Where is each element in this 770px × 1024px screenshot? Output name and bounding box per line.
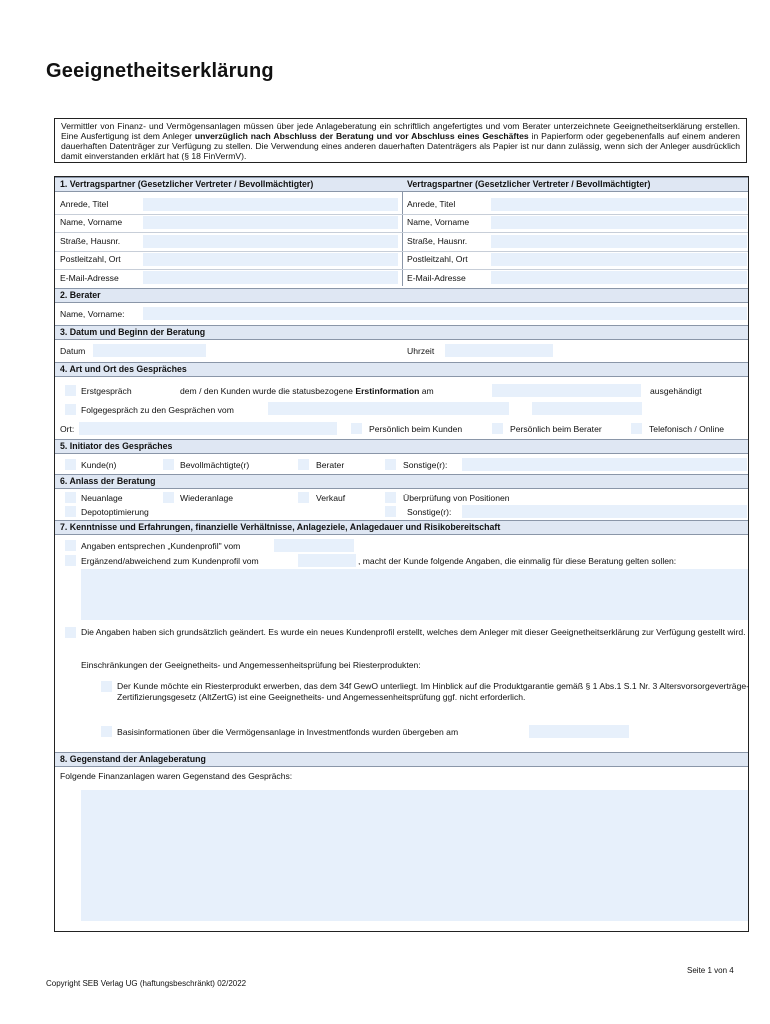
first-info-text-bold: Erstinformation — [355, 386, 420, 396]
page-number: Seite 1 von 4 — [687, 966, 734, 975]
initiator-advisor-checkbox[interactable] — [298, 459, 309, 470]
at-advisor-checkbox[interactable] — [492, 423, 503, 434]
date-field[interactable] — [93, 344, 206, 357]
reason-new-checkbox[interactable] — [65, 492, 76, 503]
deviating-details-textarea[interactable] — [81, 569, 748, 620]
reason-reinvest-checkbox[interactable] — [163, 492, 174, 503]
reason-sale-label: Verkauf — [316, 493, 346, 503]
initiator-other-checkbox[interactable] — [385, 459, 396, 470]
section-2-header — [55, 288, 748, 303]
advisor-name-field[interactable] — [143, 307, 747, 320]
riester-checkbox[interactable] — [101, 681, 112, 692]
first-info-text-a: dem / den Kunden wurde die statusbezogene — [180, 386, 356, 396]
left-name-label: Name, Vorname — [60, 217, 123, 227]
profile-matches-label: Angaben entsprechen „Kundenprofil" vom — [81, 541, 241, 551]
reason-other-checkbox[interactable] — [385, 506, 396, 517]
section-6-header — [55, 474, 748, 489]
row-divider — [55, 214, 748, 215]
row-divider — [55, 269, 748, 270]
row-divider — [55, 251, 748, 252]
initiator-other-field[interactable] — [462, 458, 747, 471]
section-8-title: 8. Gegenstand der Anlageberatung — [60, 754, 206, 764]
restrictions-label: Einschränkungen der Geeignetheits- und Angemessenheitsprüfung bei Riesterprodukten: — [81, 660, 421, 670]
section-1-header — [55, 177, 748, 192]
riester-text: Der Kunde möchte ein Riesterprodukt erwerben, das dem 34f GewO unterliegt. Im Hinblick auf die Produktgarantie gemäß § 1 Abs.1 S.1 Nr. 3 Altersvorsorgeverträge-Zertifizierungsgesetz (AltZertG) ist eine Geeignetheits- und Angemessenheitsprüfung ggf. nicht erforderlich. — [117, 681, 749, 702]
reason-review-label: Überprüfung von Positionen — [403, 493, 510, 503]
section-8-text: Folgende Finanzanlagen waren Gegenstand des Gesprächs: — [60, 771, 293, 781]
intro-text-bold: unverzüglich nach Abschluss der Beratung und vor Abschluss eines Geschäftes — [194, 131, 529, 141]
left-email-field[interactable] — [143, 271, 398, 284]
phone-online-label: Telefonisch / Online — [649, 424, 724, 434]
handed-over-label: ausgehändigt — [650, 386, 702, 396]
intro-box — [54, 118, 747, 163]
date-label: Datum — [60, 346, 86, 356]
time-field[interactable] — [445, 344, 553, 357]
followup-date-field-1[interactable] — [268, 402, 509, 415]
investment-subject-textarea[interactable] — [81, 790, 748, 921]
right-email-field[interactable] — [491, 271, 747, 284]
right-postal-label: Postleitzahl, Ort — [407, 254, 468, 264]
followup-date-field-2[interactable] — [532, 402, 642, 415]
intro-text-2: in Papierform oder gegebenenfalls auf einem anderen dauerhaften Datenträger zur Verfügung zu stellen. Die Verwendung eines anderen dauerhaften Datenträgers als Papier ist nur dann zulässig, wenn sich der Anleger ausdrücklich damit einverstanden erklärt hat (§ 18 FinVermV). — [61, 131, 740, 161]
left-email-label: E-Mail-Adresse — [60, 273, 119, 283]
right-name-field[interactable] — [491, 216, 747, 229]
initiator-advisor-label: Berater — [316, 460, 345, 470]
reason-new-label: Neuanlage — [81, 493, 123, 503]
initiator-authorized-checkbox[interactable] — [163, 459, 174, 470]
profile-date-field[interactable] — [274, 539, 354, 552]
section-7-header — [55, 520, 748, 535]
profile-deviating-text: , macht der Kunde folgende Angaben, die einmalig für diese Beratung gelten sollen: — [358, 556, 677, 566]
right-street-field[interactable] — [491, 235, 747, 248]
section-8-header — [55, 752, 748, 767]
initiator-other-label: Sonstige(r): — [403, 460, 448, 470]
advisor-name-label: Name, Vorname: — [60, 309, 125, 319]
time-label: Uhrzeit — [407, 346, 435, 356]
first-info-text — [180, 386, 434, 396]
profile-changed-checkbox[interactable] — [65, 627, 76, 638]
basis-info-checkbox[interactable] — [101, 726, 112, 737]
at-advisor-label: Persönlich beim Berater — [510, 424, 602, 434]
left-salutation-label: Anrede, Titel — [60, 199, 109, 209]
page-title: Geeignetheitserklärung — [46, 60, 274, 82]
reason-depot-label: Depotoptimierung — [81, 507, 149, 517]
section-5-header — [55, 439, 748, 454]
form-container — [54, 176, 749, 932]
reason-review-checkbox[interactable] — [385, 492, 396, 503]
profile-changed-text: Die Angaben haben sich grundsätzlich geändert. Es wurde ein neues Kundenprofil erstellt, welches dem Anleger mit dieser Geeignetheitserklärung zur Verfügung gestellt wird. — [81, 627, 746, 637]
followup-checkbox[interactable] — [65, 404, 76, 415]
row-divider — [55, 232, 748, 233]
right-email-label: E-Mail-Adresse — [407, 273, 466, 283]
profile-deviating-checkbox[interactable] — [65, 555, 76, 566]
at-customer-label: Persönlich beim Kunden — [369, 424, 463, 434]
copyright-footer: Copyright SEB Verlag UG (haftungsbeschränkt) 02/2022 — [46, 979, 247, 988]
basis-info-date-field[interactable] — [529, 725, 629, 738]
section-4-header — [55, 362, 748, 377]
left-street-field[interactable] — [143, 235, 398, 248]
phone-online-checkbox[interactable] — [631, 423, 642, 434]
reason-other-field[interactable] — [462, 505, 747, 518]
initiator-customer-label: Kunde(n) — [81, 460, 117, 470]
right-street-label: Straße, Hausnr. — [407, 236, 468, 246]
basis-info-label: Basisinformationen über die Vermögensanlage in Investmentfonds wurden übergeben am — [117, 727, 459, 737]
left-postal-field[interactable] — [143, 253, 398, 266]
right-name-label: Name, Vorname — [407, 217, 470, 227]
reason-other-label: Sonstige(r): — [407, 507, 452, 517]
section-5-title: 5. Initiator des Gespräches — [60, 441, 173, 451]
first-info-text-b: am — [419, 386, 434, 396]
section-3-title: 3. Datum und Beginn der Beratung — [60, 327, 206, 337]
right-salutation-field[interactable] — [491, 198, 747, 211]
at-customer-checkbox[interactable] — [351, 423, 362, 434]
reason-depot-checkbox[interactable] — [65, 506, 76, 517]
first-meeting-label: Erstgespräch — [81, 386, 132, 396]
profile-deviating-label: Ergänzend/abweichend zum Kundenprofil vom — [81, 556, 259, 566]
initiator-authorized-label: Bevollmächtigte(r) — [180, 460, 250, 470]
first-meeting-checkbox[interactable] — [65, 385, 76, 396]
section-1-header-right: Vertragspartner (Gesetzlicher Vertreter / Bevollmächtigter) — [407, 179, 651, 189]
section-6-title: 6. Anlass der Beratung — [60, 476, 156, 486]
right-postal-field[interactable] — [491, 253, 747, 266]
section-4-title: 4. Art und Ort des Gespräches — [60, 364, 187, 374]
right-salutation-label: Anrede, Titel — [407, 199, 456, 209]
left-salutation-field[interactable] — [143, 198, 398, 211]
left-name-field[interactable] — [143, 216, 398, 229]
reason-reinvest-label: Wiederanlage — [180, 493, 234, 503]
place-field[interactable] — [79, 422, 337, 435]
section-1-header-left: 1. Vertragspartner (Gesetzlicher Vertreter / Bevollmächtigter) — [60, 179, 314, 189]
section-2-title: 2. Berater — [60, 290, 101, 300]
profile-matches-checkbox[interactable] — [65, 540, 76, 551]
place-label: Ort: — [60, 424, 75, 434]
followup-label: Folgegespräch zu den Gesprächen vom — [81, 405, 234, 415]
left-street-label: Straße, Hausnr. — [60, 236, 121, 246]
left-postal-label: Postleitzahl, Ort — [60, 254, 121, 264]
section-7-title: 7. Kenntnisse und Erfahrungen, finanzielle Verhältnisse, Anlageziele, Anlagedauer und Risikobereitschaft — [60, 522, 501, 532]
profile-deviating-date-field[interactable] — [298, 554, 356, 567]
section-3-header — [55, 325, 748, 340]
initiator-customer-checkbox[interactable] — [65, 459, 76, 470]
reason-sale-checkbox[interactable] — [298, 492, 309, 503]
first-info-date-field[interactable] — [492, 384, 641, 397]
intro-text-1: Vermittler von Finanz- und Vermögensanlagen müssen über jede Anlageberatung ein schriftlich angefertigtes und vom Berater unterzeichnete Geeignetheitserklärung erstellen. Eine Ausfertigung ist dem Anleger — [61, 121, 740, 141]
section-1-divider — [402, 192, 403, 286]
